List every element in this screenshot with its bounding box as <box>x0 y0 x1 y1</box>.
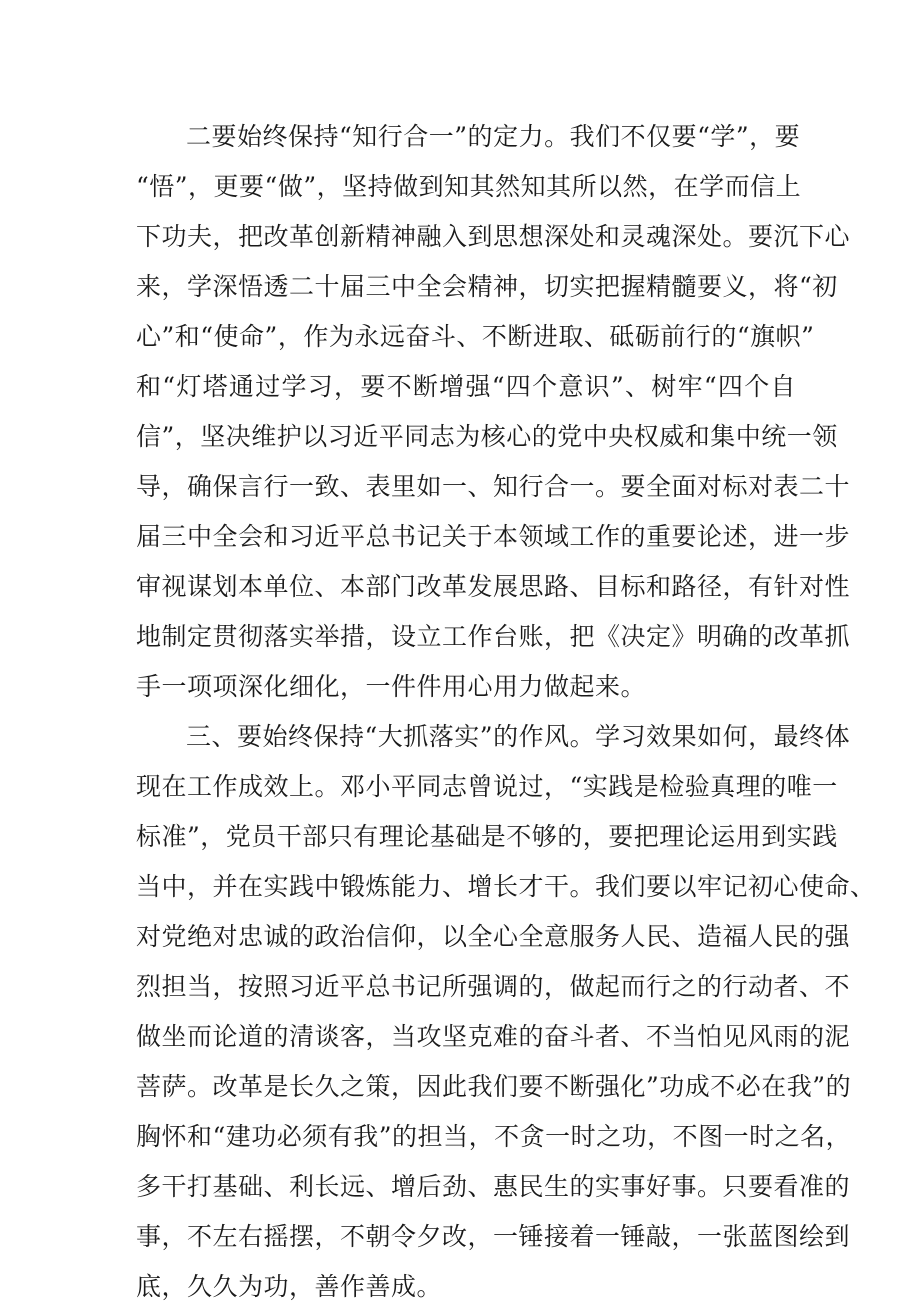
paragraph-line: 审视谋划本单位、本部门改革发展思路、目标和路径，有针对性 <box>136 572 851 601</box>
paragraph-line: 做坐而论道的清谈客，当攻坚克难的奋斗者、不当怕见风雨的泥 <box>136 1022 851 1051</box>
paragraph-line: 和“灯塔通过学习，要不断增强“四个意识”、树牢“四个自 <box>136 372 796 401</box>
paragraph-line: 多干打基础、利长远、增后劲、惠民生的实事好事。只要看准的 <box>136 1172 851 1201</box>
paragraph-line: 菩萨。改革是长久之策，因此我们要不断强化”功成不必在我”的 <box>136 1072 852 1101</box>
paragraph-line: 地制定贯彻落实举措，设立工作台账，把《决定》明确的改革抓 <box>136 622 851 651</box>
paragraph-last-line: 底，久久为功，善作善成。 <box>136 1272 443 1301</box>
paragraph-line: 胸怀和“建功必须有我”的担当，不贪一时之功，不图一时之名， <box>136 1122 852 1151</box>
paragraph-line: 届三中全会和习近平总书记关于本领域工作的重要论述，进一步 <box>136 522 851 551</box>
paragraph-line: 信”，坚决维护以习近平同志为核心的党中央权威和集中统一领 <box>136 422 838 451</box>
paragraph-line: 来，学深悟透二十届三中全会精神，切实把握精髓要义，将“初 <box>136 272 838 301</box>
paragraph-line: “悟”，更要“做”，坚持做到知其然知其所以然，在学而信上 <box>136 172 802 201</box>
paragraph-line: 标准”，党员干部只有理论基础是不够的，要把理论运用到实践 <box>136 822 838 851</box>
paragraph-line: 烈担当，按照习近平总书记所强调的，做起而行之的行动者、不 <box>136 972 851 1001</box>
paragraph-line: 心”和“使命”，作为永远奋斗、不断进取、砥砺前行的“旗帜” <box>136 322 815 351</box>
paragraph-line: 二要始终保持“知行合一”的定力。我们不仅要“学”，要 <box>186 122 801 151</box>
paragraph-line: 对党绝对忠诚的政治信仰，以全心全意服务人民、造福人民的强 <box>136 922 851 951</box>
paragraph-last-line: 手一项项深化细化，一件件用心用力做起来。 <box>136 672 647 701</box>
paragraph-line: 导，确保言行一致、表里如一、知行合一。要全面对标对表二十 <box>136 472 851 501</box>
paragraph-line: 三、要始终保持“大抓落实”的作风。学习效果如何，最终体 <box>186 722 851 751</box>
paragraph-line: 事，不左右摇摆，不朝令夕改，一锤接着一锤敲，一张蓝图绘到 <box>136 1222 851 1251</box>
paragraph-line: 当中，并在实践中锻炼能力、增长才干。我们要以牢记初心使命、 <box>136 872 876 901</box>
paragraph-3 <box>136 712 876 1312</box>
paragraph-line: 现在工作成效上。邓小平同志曾说过，“实践是检验真理的唯一 <box>136 772 838 801</box>
paragraph-2 <box>136 112 851 712</box>
paragraph-line: 下功夫，把改革创新精神融入到思想深处和灵魂深处。要沉下心 <box>136 222 851 251</box>
document-body <box>136 112 876 1312</box>
